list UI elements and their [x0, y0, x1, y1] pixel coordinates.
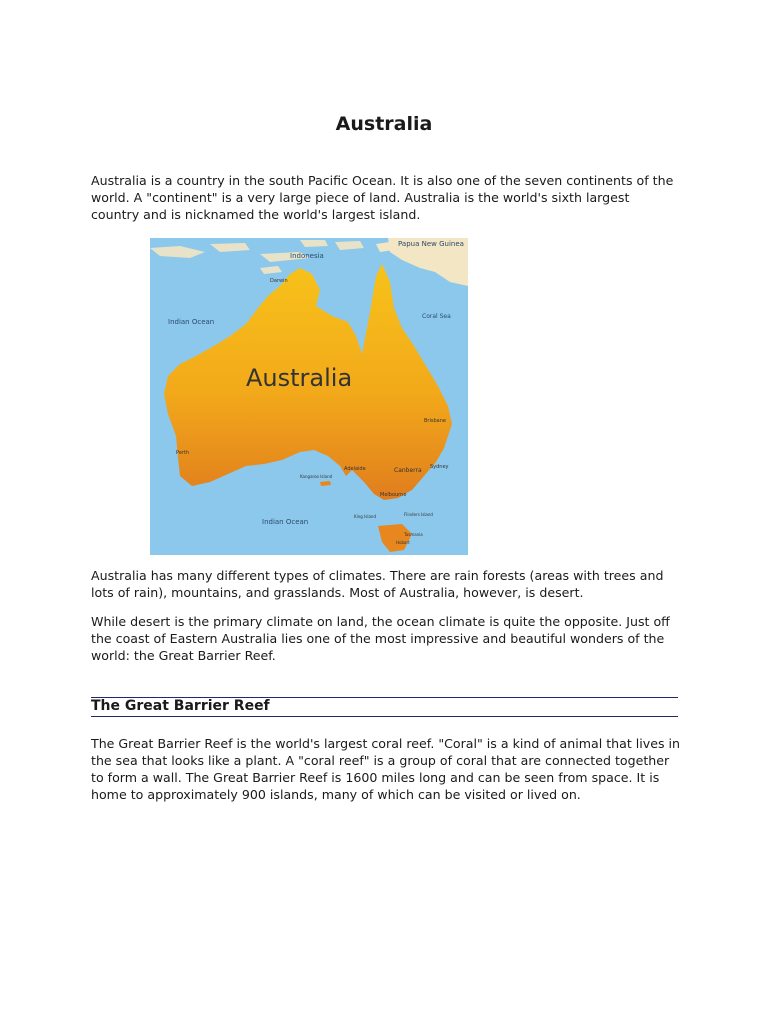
australia-map-graphic	[150, 238, 468, 555]
label-tasmania: Tasmania	[404, 532, 423, 537]
label-indian-ocean-south: Indian Ocean	[262, 518, 309, 526]
label-hobart: Hobart	[396, 540, 410, 545]
map-main-label: Australia	[246, 364, 353, 392]
intro-paragraph: Australia is a country in the south Pacific Ocean. It is also one of the seven continents of the world. A "continent" is a very large piece of land. Australia is the world's sixth largest country and is nicknamed the world's largest island.	[91, 173, 674, 222]
page-title: Australia	[335, 113, 433, 135]
australia-map	[150, 238, 468, 555]
label-papua: Papua New Guinea	[398, 240, 464, 248]
section-rule-bottom	[91, 716, 678, 717]
climates-paragraph: Australia has many different types of climates. There are rain forests (areas with trees and lots of rain), mountains, and grasslands. Most of Australia, however, is desert.	[91, 568, 664, 600]
label-king-island: King Island	[354, 514, 376, 519]
label-indian-ocean-west: Indian Ocean	[168, 318, 215, 326]
label-melbourne: Melbourne	[380, 492, 407, 498]
label-kangaroo-island: Kangaroo Island	[300, 474, 333, 479]
label-darwin: Darwin	[270, 278, 288, 284]
label-brisbane: Brisbane	[424, 418, 446, 424]
ocean-paragraph: While desert is the primary climate on land, the ocean climate is quite the opposite. Just off the coast of Eastern Australia lies one of the most impressive and beautiful wonders of the world: the Great Barrier Reef.	[91, 614, 670, 663]
label-canberra: Canberra	[394, 467, 422, 474]
label-adelaide: Adelaide	[344, 466, 366, 472]
label-indonesia: Indonesia	[290, 252, 324, 260]
label-sydney: Sydney	[430, 464, 449, 470]
label-flinders-island: Flinders Island	[404, 512, 433, 517]
reef-paragraph: The Great Barrier Reef is the world's largest coral reef. "Coral" is a kind of animal that lives in the sea that looks like a plant. A "coral reef" is a group of coral that are connected together to form a wall. The Great Barrier Reef is 1600 miles long and can be seen from space. It is home to approximately 900 islands, many of which can be visited or lived on.	[91, 736, 681, 802]
section-heading: The Great Barrier Reef	[91, 698, 270, 714]
label-coral-sea: Coral Sea	[422, 313, 451, 320]
label-perth: Perth	[176, 450, 190, 456]
